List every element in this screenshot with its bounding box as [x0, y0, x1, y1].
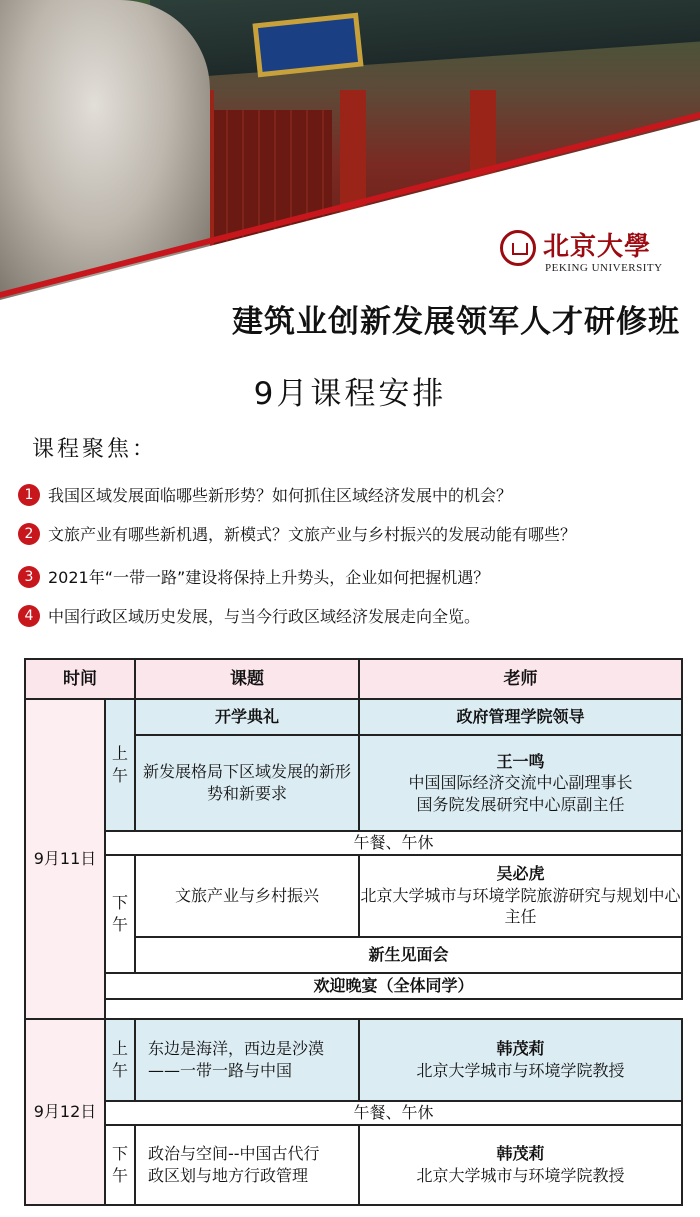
topic-cell	[135, 1019, 359, 1101]
table-row	[25, 831, 682, 855]
teacher-cell	[359, 1125, 682, 1205]
focus-item	[18, 483, 512, 506]
topic-line: 政治与空间--中国古代行	[148, 1144, 320, 1164]
topic-line: 东边是海洋，西边是沙漠	[148, 1039, 325, 1059]
focus-item	[18, 522, 576, 545]
number-badge: 2	[18, 523, 40, 545]
spacer-row	[25, 999, 682, 1019]
topic-line: ——一带一路与中国	[148, 1061, 293, 1080]
pku-seal-icon	[500, 230, 536, 266]
pm-label: 下 午	[105, 1125, 135, 1205]
number-badge: 1	[18, 484, 40, 506]
pku-logo-chinese: 北京大學	[543, 232, 652, 262]
teacher-cell: 政府管理学院领导	[359, 699, 682, 735]
teacher-title: 国务院发展研究中心原副主任	[416, 794, 625, 814]
number-badge: 4	[18, 605, 40, 627]
focus-heading: 课程聚焦：	[32, 437, 158, 462]
teacher-name: 王一鸣	[496, 751, 545, 771]
teacher-cell	[359, 1019, 682, 1101]
pku-logo-english: PEKING UNIVERSITY	[545, 262, 663, 274]
header-teacher: 老师	[359, 659, 682, 699]
pm-label: 下 午	[105, 855, 135, 973]
teacher-name: 韩茂莉	[496, 1039, 545, 1059]
lunch-cell: 午餐、午休	[105, 1101, 682, 1125]
focus-item-text: 2021年“一带一路”建设将保持上升势头，企业如何把握机遇？	[48, 568, 490, 587]
number-badge: 3	[18, 566, 40, 588]
event-cell: 新生见面会	[135, 937, 682, 973]
lunch-cell: 午餐、午休	[105, 831, 682, 855]
teacher-cell	[359, 735, 682, 831]
focus-item	[18, 604, 480, 627]
focus-item-text: 我国区域发展面临哪些新形势？如何抓住区域经济发展中的机会？	[48, 486, 513, 505]
event-cell: 欢迎晚宴（全体同学）	[105, 973, 682, 999]
date-cell: 9月12日	[25, 1019, 105, 1205]
topic-cell: 开学典礼	[135, 699, 359, 735]
table-row	[25, 1019, 682, 1101]
teacher-title: 北京大学城市与环境学院教授	[416, 1061, 625, 1080]
table-row	[25, 1125, 682, 1205]
table-row	[25, 855, 682, 937]
teacher-name: 吴必虎	[496, 864, 545, 884]
table-row	[25, 973, 682, 999]
am-label: 上 午	[105, 699, 135, 831]
page-subtitle: 9月课程安排	[253, 376, 447, 412]
focus-item	[18, 565, 489, 588]
topic-line: 政区划与地方行政管理	[148, 1166, 309, 1185]
page-title: 建筑业创新发展领军人才研修班	[232, 304, 680, 340]
topic-cell: 新发展格局下区域发展的新形势和新要求	[135, 735, 359, 831]
teacher-title: 北京大学城市与环境学院教授	[416, 1166, 625, 1185]
topic-cell: 文旅产业与乡村振兴	[135, 855, 359, 937]
schedule-table	[24, 658, 683, 1206]
table-row	[25, 1101, 682, 1125]
topic-cell	[135, 1125, 359, 1205]
date-cell: 9月11日	[25, 699, 105, 1019]
am-label: 上 午	[105, 1019, 135, 1101]
teacher-title: 北京大学城市与环境学院旅游研究与规划中心主任	[360, 885, 681, 927]
table-row	[25, 699, 682, 735]
teacher-cell	[359, 855, 682, 937]
focus-item-text: 中国行政区域历史发展，与当今行政区域经济发展走向全览。	[48, 607, 481, 626]
teacher-title: 中国国际经济交流中心副理事长	[408, 773, 633, 793]
focus-item-text: 文旅产业有哪些新机遇，新模式？文旅产业与乡村振兴的发展动能有哪些？	[48, 525, 577, 544]
table-header-row	[25, 659, 682, 699]
gate-plaque	[252, 13, 363, 78]
header-topic: 课题	[135, 659, 359, 699]
teacher-name: 韩茂莉	[496, 1144, 545, 1164]
header-time: 时间	[25, 659, 135, 699]
